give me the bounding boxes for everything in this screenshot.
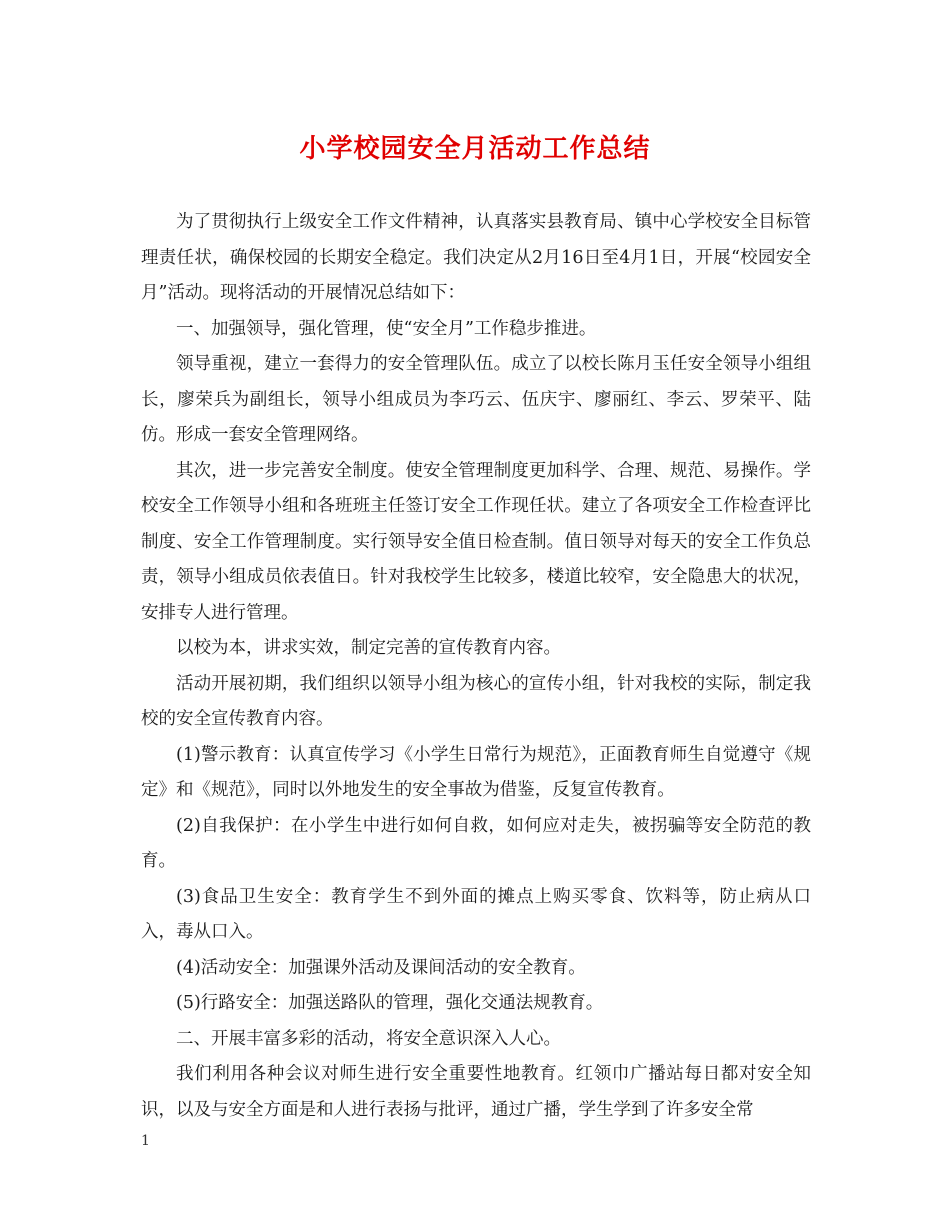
document-title: 小学校园安全月活动工作总结 [299, 134, 651, 164]
paragraph: 为了贯彻执行上级安全工作文件精神，认真落实县教育局、镇中心学校安全目标管理责任状，确保校园的长期安全稳定。我们决定从2月16日至4月1日，开展“校园安全月”活动。现将活动的开展情况总结如下： [141, 212, 811, 303]
paragraph: 其次，进一步完善安全制度。使安全管理制度更加科学、合理、规范、易操作。学校安全工作领导小组和各班班主任签订安全工作现任状。建立了各项安全工作检查评比制度、安全工作管理制度。实行领导安全值日检查制。值日领导对每天的安全工作负总责，领导小组成员依表值日。针对我校学生比较多，楼道比较窄，安全隐患大的状况，安排专人进行管理。 [141, 460, 811, 623]
page-number: 1 [141, 1133, 150, 1149]
paragraph: (3)食品卫生安全：教育学生不到外面的摊点上购买零食、饮料等，防止病从口入，毒从口入。 [141, 886, 811, 942]
paragraph: 领导重视，建立一套得力的安全管理队伍。成立了以校长陈月玉任安全领导小组组长，廖荣兵为副组长，领导小组成员为李巧云、伍庆宇、廖丽红、李云、罗荣平、陆仿。形成一套安全管理网络。 [141, 354, 811, 445]
paragraph: 二、开展丰富多彩的活动，将安全意识深入人心。 [176, 1028, 561, 1049]
paragraph: (1)警示教育：认真宣传学习《小学生日常行为规范》，正面教育师生自觉遵守《规定》和《规范》，同时以外地发生的安全事故为借鉴，反复宣传教育。 [141, 744, 811, 800]
paragraph: 活动开展初期，我们组织以领导小组为核心的宣传小组，针对我校的实际，制定我校的安全宣传教育内容。 [141, 673, 811, 729]
document-body [141, 205, 811, 1128]
paragraph: (5)行路安全：加强送路队的管理，强化交通法规教育。 [176, 993, 604, 1013]
paragraph: (4)活动安全：加强课外活动及课间活动的安全教育。 [176, 957, 586, 978]
paragraph: 我们利用各种会议对师生进行安全重要性地教育。红领巾广播站每日都对安全知识，以及与安全方面是和人进行表扬与批评，通过广播，学生学到了许多安全常 [141, 1064, 811, 1120]
paragraph: 一、加强领导，强化管理，使“安全月”工作稳步推进。 [176, 318, 597, 339]
paragraph: (2)自我保护：在小学生中进行如何自救，如何应对走失，被拐骗等安全防范的教育。 [141, 815, 811, 871]
paragraph: 以校为本，讲求实效，制定完善的宣传教育内容。 [176, 638, 561, 658]
